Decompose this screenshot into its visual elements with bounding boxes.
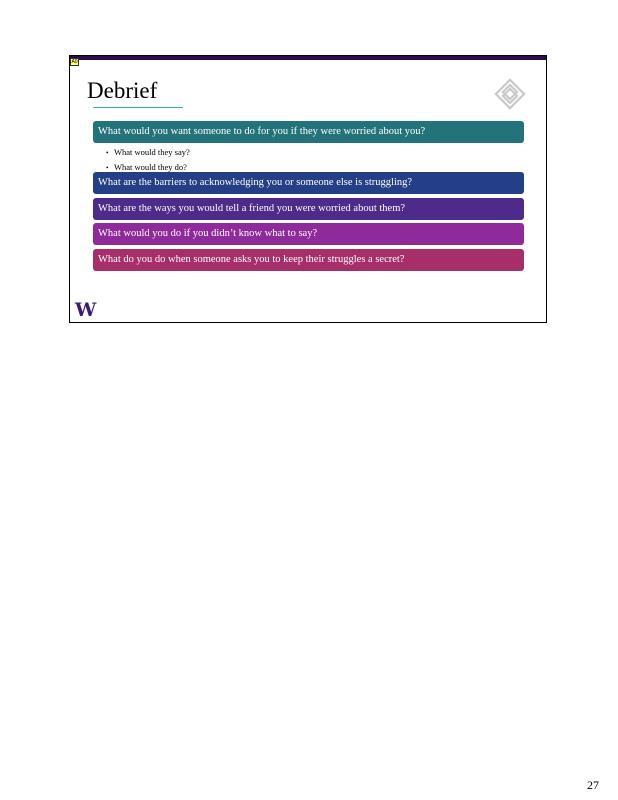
sub-point-list: [106, 145, 190, 175]
question-band-2: What are the barriers to acknowledging you or someone else is struggling?: [93, 172, 524, 194]
sub-point-text: What would they say?: [114, 147, 190, 157]
sub-point-text: What would they do?: [114, 162, 187, 172]
question-band-4: What would you do if you didn’t know what to say?: [93, 223, 524, 245]
question-band-5: What do you do when someone asks you to keep their struggles a secret?: [93, 249, 524, 271]
interlocking-squares-icon: [492, 76, 528, 112]
sub-point-item: [106, 145, 190, 160]
comment-marker[interactable]: A0: [71, 59, 78, 65]
slide-top-bar: [70, 56, 546, 60]
title-underline: [93, 107, 183, 108]
page-number: 27: [587, 778, 599, 792]
slide-title: Debrief: [87, 78, 158, 103]
university-logo: W: [75, 299, 96, 321]
question-band-3: What are the ways you would tell a friend you were worried about them?: [93, 198, 524, 220]
slide: [69, 55, 547, 323]
question-band-1: What would you want someone to do for you if they were worried about you?: [93, 121, 524, 143]
